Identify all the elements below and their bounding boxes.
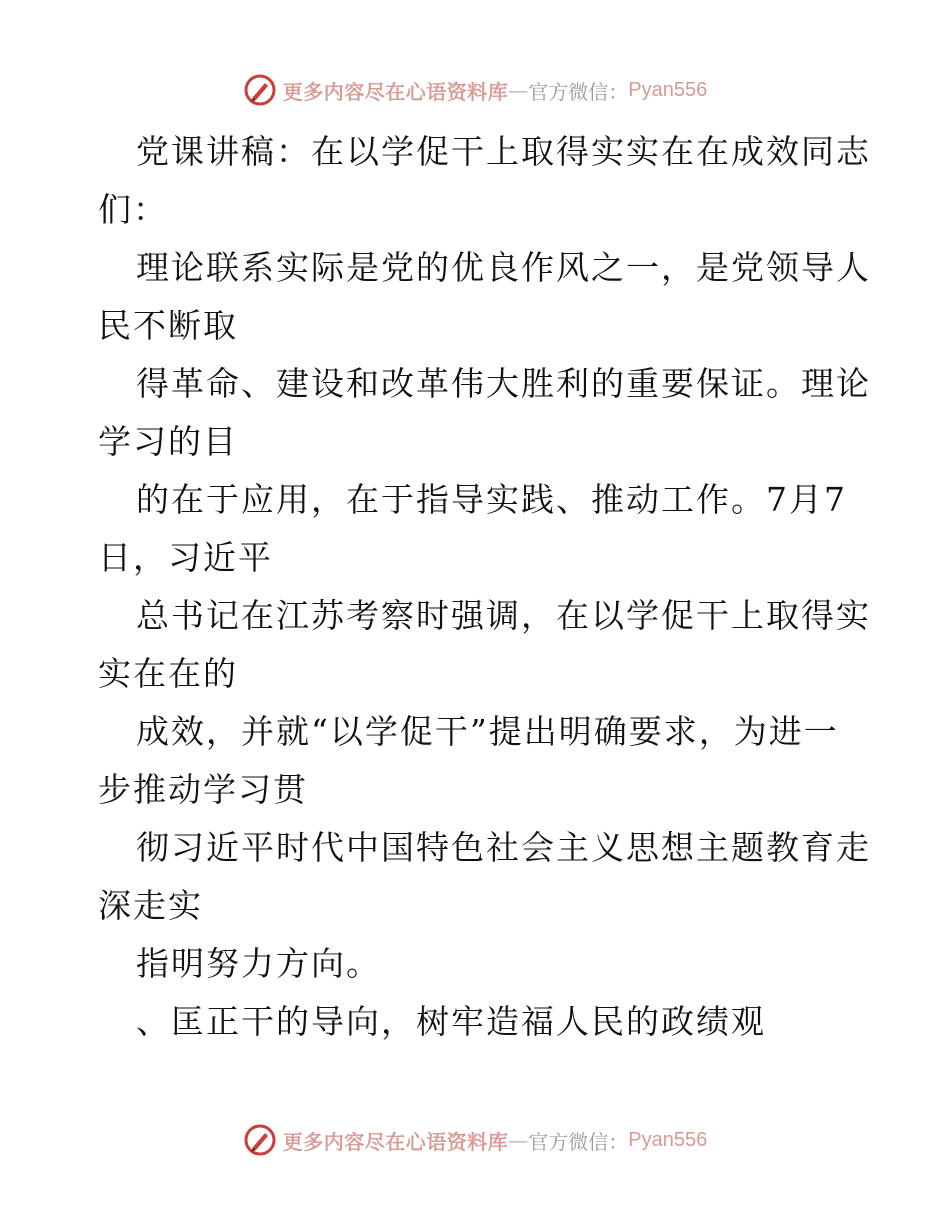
text-line: 深走实 — [98, 886, 203, 925]
text-line: 的在于应用，在于指导实践、推动工作。7月7 — [136, 480, 847, 519]
header-watermark — [0, 70, 950, 110]
text-line: 们： — [98, 190, 168, 229]
pen-logo-icon — [243, 73, 277, 107]
watermark-separator: — — [508, 78, 529, 102]
watermark-text: 更多内容尽在心语资料库 — [282, 79, 509, 104]
text-line: 成效，并就“以学促干”提出明确要求，为进一 — [136, 712, 839, 751]
footer-watermark — [0, 1120, 950, 1160]
text-line: 指明努力方向。 — [136, 944, 381, 983]
watermark-separator: — — [508, 1128, 529, 1152]
text-line: 民不断取 — [98, 306, 238, 345]
text-line: 得革命、建设和改革伟大胜利的重要保证。理论 — [136, 364, 871, 403]
watermark-wechat-id: Pyan556 — [628, 1128, 708, 1151]
watermark-wechat-label: 官方微信： — [528, 79, 629, 104]
watermark-text: 更多内容尽在心语资料库 — [282, 1129, 509, 1154]
text-line: 实在在的 — [98, 654, 238, 693]
text-line: 日，习近平 — [98, 538, 273, 577]
text-line: 党课讲稿：在以学促干上取得实实在在成效同志 — [136, 132, 871, 171]
text-line: 、匡正干的导向，树牢造福人民的政绩观 — [136, 1002, 766, 1041]
watermark-wechat-id: Pyan556 — [628, 78, 708, 101]
text-line: 学习的目 — [98, 422, 238, 461]
pen-logo-icon — [243, 1123, 277, 1157]
document-body — [98, 123, 871, 1051]
text-line: 总书记在江苏考察时强调，在以学促干上取得实 — [136, 596, 871, 635]
text-line: 彻习近平时代中国特色社会主义思想主题教育走 — [136, 828, 871, 867]
text-line: 理论联系实际是党的优良作风之一，是党领导人 — [136, 248, 871, 287]
text-line: 步推动学习贯 — [98, 770, 308, 809]
watermark-wechat-label: 官方微信： — [528, 1129, 629, 1154]
